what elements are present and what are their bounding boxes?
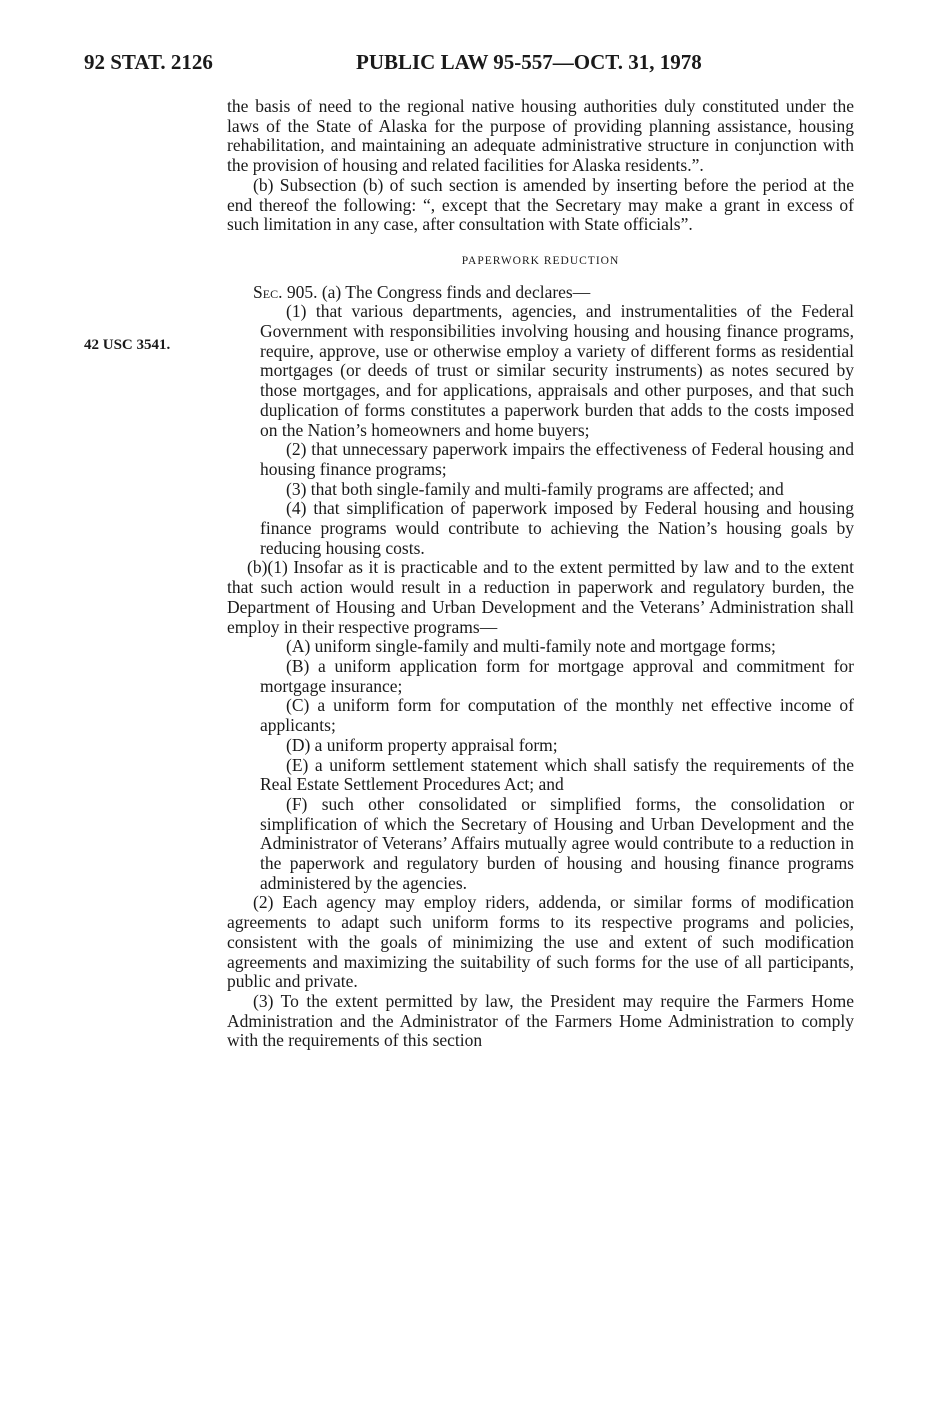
section-905-text: (a) The Congress finds and declares— (317, 281, 591, 302)
clause-A: (A) uniform single-family and multi-family note and mortgage forms; (286, 636, 776, 657)
clause-C: (C) a uniform form for computation of the monthly net effective income of applicants; (260, 695, 854, 736)
statute-body (227, 97, 854, 1051)
section-label: Sec. 905. (253, 281, 318, 302)
public-law-title: PUBLIC LAW 95-557—OCT. 31, 1978 (356, 50, 702, 74)
page-header (84, 50, 854, 80)
finding-2: (2) that unnecessary paperwork impairs the effectiveness of Federal housing and housing finance programs; (260, 439, 854, 479)
section-heading: PAPERWORK REDUCTION (461, 254, 620, 267)
finding-3: (3) that both single-family and multi-family programs are affected; and (286, 478, 784, 499)
clause-B: (B) a uniform application form for mortgage approval and commitment for mortgage insurance; (260, 655, 854, 696)
subsection-b-3: (3) To the extent permitted by law, the President may require the Farmers Home Administration and the Administrator of the Farmers Home Administration to comply with the requirements of this section (227, 990, 854, 1051)
section-905-intro (227, 283, 854, 303)
clause-F: (F) such other consolidated or simplified forms, the consolidation or simplification of which the Secretary of Housing and Urban Development and the Administrator of Veterans’ Affairs mutually agree would contribute to a reduction in the paperwork and regulatory burden of housing and housing finance programs administered by the agencies. (260, 793, 854, 893)
subsection-b-2: (2) Each agency may employ riders, addenda, or similar forms of modification agreements to adapt such uniform forms to its respective programs and policies, consistent with the goals of minimizing the use and extent of such modification agreements and maximizing the suitability of such forms for the use of all participants, public and private. (227, 892, 854, 992)
margin-citation: 42 USC 3541. (84, 337, 171, 353)
finding-4: (4) that simplification of paperwork imposed by Federal housing and housing finance programs would contribute to achieving the Nation’s housing goals by reducing housing costs. (260, 498, 854, 558)
subsection-b-1: (b)(1) Insofar as it is practicable and to the extent permitted by law and to the extent that such action would result in a reduction in paperwork and regulatory burden, the Department of Housing and Urban Development and the Veterans’ Administration shall employ in their respective programs— (227, 557, 854, 637)
clause-E: (E) a uniform settlement statement which shall satisfy the requirements of the Real Estate Settlement Procedures Act; and (260, 754, 854, 795)
statute-page-number: 92 STAT. 2126 (84, 50, 213, 74)
continued-paragraph: the basis of need to the regional native housing authorities duly constituted under the laws of the State of Alaska for the purpose of providing planning assistance, housing rehabilitation, and maintaining an adequate administrative structure in conjunction with the provision of housing and related facilities for Alaska residents.”. (227, 96, 854, 176)
subsection-b: (b) Subsection (b) of such section is amended by inserting before the period at the end thereof the following: “, except that the Secretary may make a grant in excess of such limitation in any case, after consultation with State officials”. (227, 174, 854, 235)
finding-1: (1) that various departments, agencies, and instrumentalities of the Federal Government with responsibilities involving housing and housing finance programs, require, approve, use or otherwise employ a variety of different forms as residential mortgages (or deeds of trust or similar security instruments) as notes secured by those mortgages, and for applications, appraisals and other purposes, and that such duplication of forms constitutes a paperwork burden that adds to the costs imposed on the Nation’s homeowners and home buyers; (260, 301, 854, 440)
clause-D: (D) a uniform property appraisal form; (286, 734, 558, 755)
